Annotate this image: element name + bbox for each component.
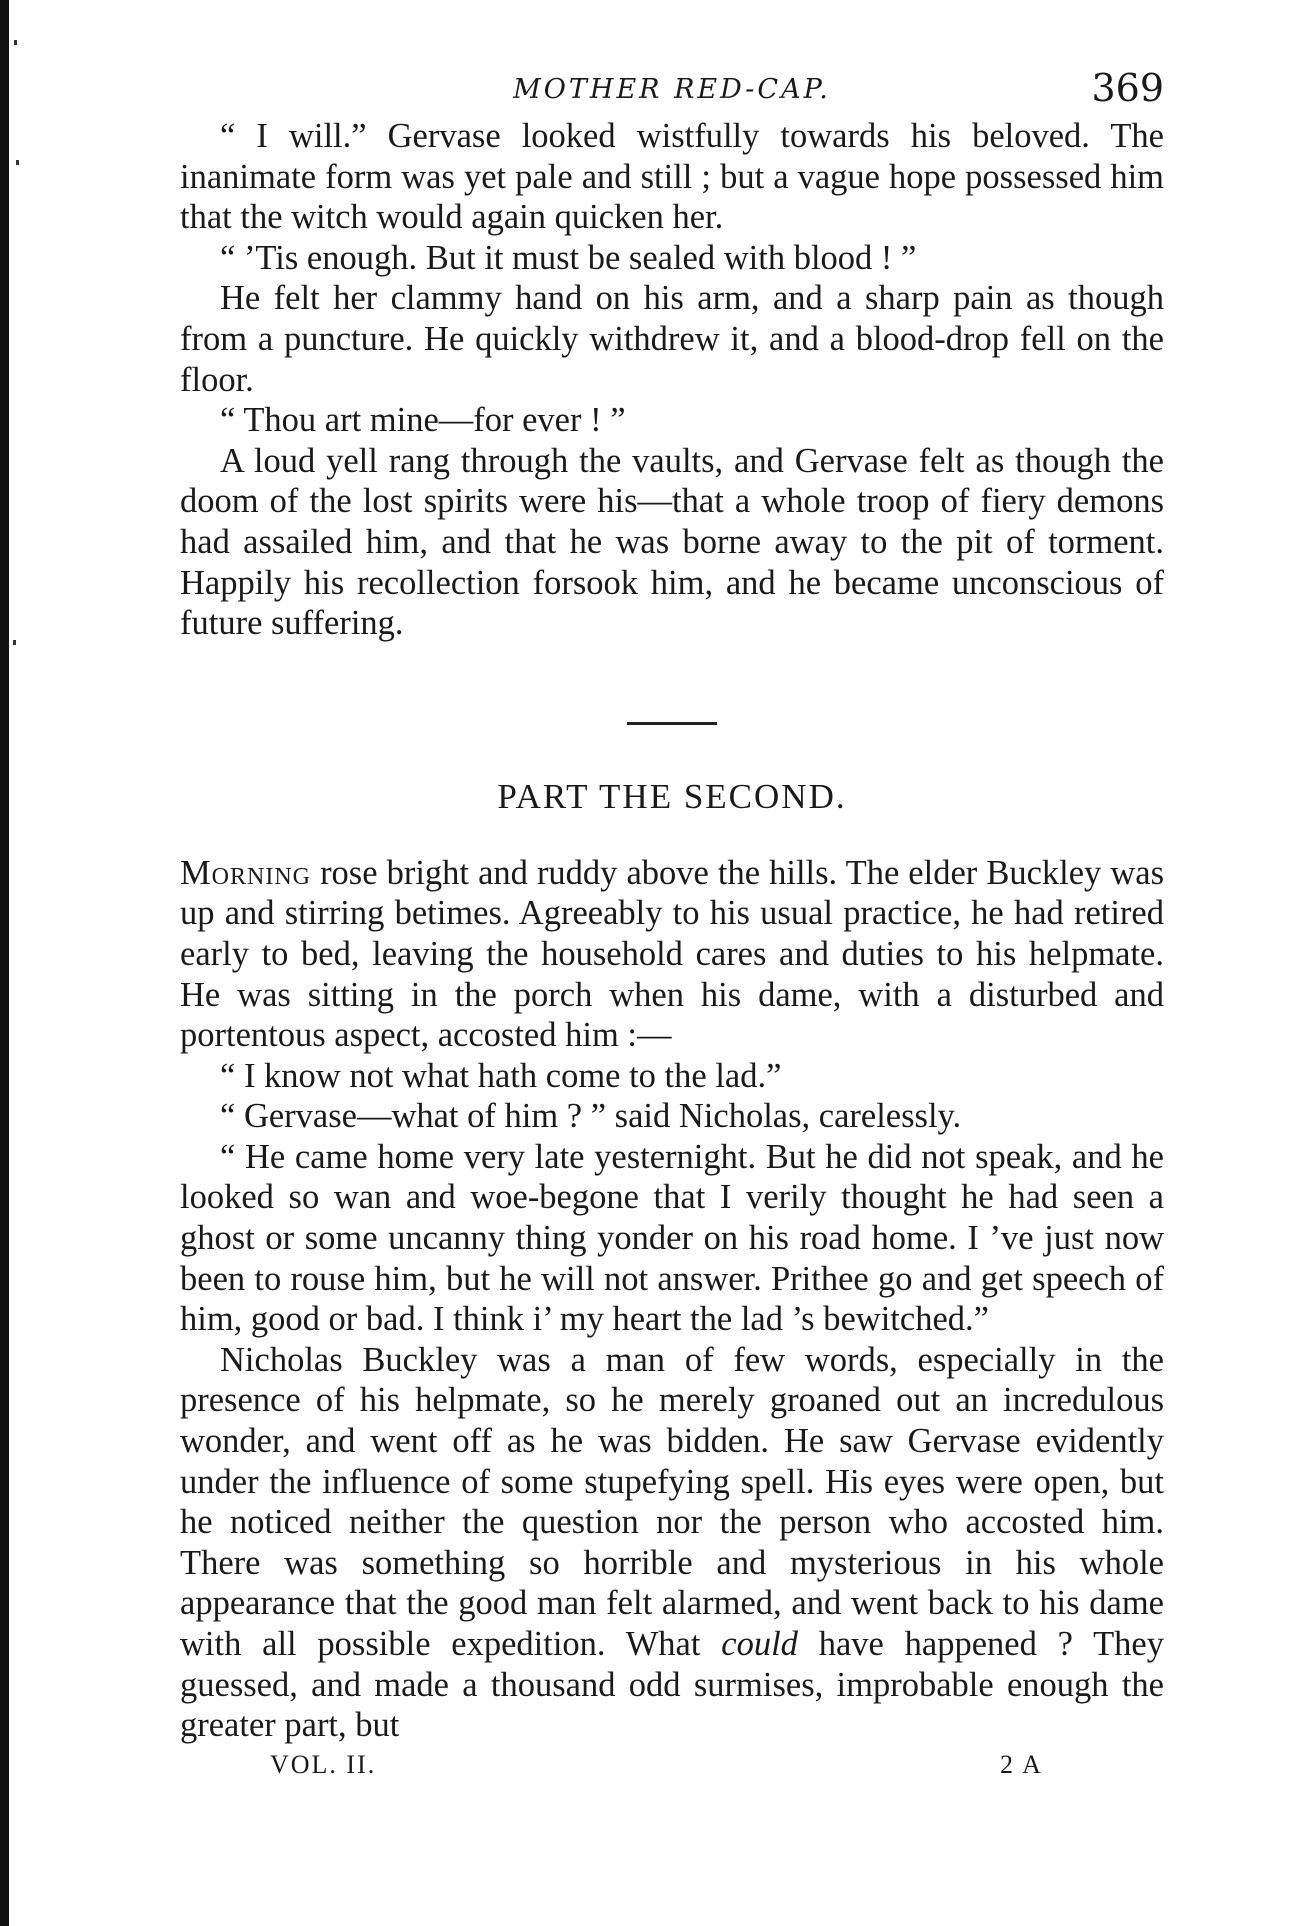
book-page xyxy=(180,56,1164,1790)
section-divider xyxy=(627,722,717,725)
paragraph: “ ’Tis enough. But it must be sealed with blood ! ” xyxy=(220,238,917,277)
page-footer xyxy=(180,1750,1164,1790)
paragraph: “ I will.” Gervase looked wistfully towards his beloved. The inanimate form was yet pale and still ; but a vague hope possessed him that the witch would again quicken her. xyxy=(180,117,1164,237)
binding-edge xyxy=(0,0,9,1926)
signature-mark: 2 A xyxy=(1000,1749,1043,1779)
opening-word: Morning xyxy=(180,853,312,892)
paragraph: “ I know not what hath come to the lad.” xyxy=(220,1056,782,1095)
binding-speck xyxy=(13,640,16,645)
part-two-text xyxy=(180,853,1164,1746)
opening-text: rose bright and ruddy above the hills. The elder Buckley was up and stirring betimes. Agreeably to his usual practice, he had retired early to bed, leaving the household cares and duties to his helpmate. He was sitting in the porch when his dame, with a disturbed and portentous aspect, accosted him :— xyxy=(180,853,1164,1055)
opening-paragraph xyxy=(180,853,1164,1056)
binding-speck xyxy=(16,160,19,165)
text-run: Nicholas Buckley was a man of few words, especially in the presence of his helpmate, so he merely groaned out an incredulous wonder, and went off as he was bidden. He saw Gervase evidently under the influence of some stupefying spell. His eyes were open, but he noticed neither the question nor the person who accosted him. There was something so horrible and mysterious in his whole appearance that the good man felt alarmed, and went back to his dame with all possible expedition. What xyxy=(180,1340,1164,1663)
section-heading: PART THE SECOND. xyxy=(497,776,847,816)
volume-label: VOL. II. xyxy=(270,1749,377,1779)
part-one-text xyxy=(180,116,1164,644)
paragraph: He felt her clammy hand on his arm, and a sharp pain as though from a puncture. He quickly withdrew it, and a blood-drop fell on the floor. xyxy=(180,279,1164,399)
paragraph: “ He came home very late yesternight. But he did not speak, and he looked so wan and woe-begone that I verily thought he had seen a ghost or some uncanny thing yonder on his road home. I ’ve just now been to rouse him, but he will not answer. Prithee go and get speech of him, good or bad. I think i’ my heart the lad ’s bewitched.” xyxy=(180,1137,1164,1339)
paragraph xyxy=(180,1340,1164,1746)
binding-speck xyxy=(14,40,17,45)
paragraph: “ Gervase—what of him ? ” said Nicholas, carelessly. xyxy=(220,1097,962,1136)
page-number: 369 xyxy=(1091,66,1164,110)
paragraph: “ Thou art mine—for ever ! ” xyxy=(220,401,626,440)
paragraph: A loud yell rang through the vaults, and Gervase felt as though the doom of the lost spirits were his—that a whole troop of fiery demons had assailed him, and that he was borne away to the pit of torment. Happily his recollection forsook him, and he became unconscious of future suffering. xyxy=(180,441,1164,643)
running-title: MOTHER RED-CAP. xyxy=(513,74,831,105)
text-run: have happened ? They guessed, and made a thousand odd surmises, improbable enough the greater part, but xyxy=(180,1625,1164,1745)
italic-word: could xyxy=(721,1625,798,1663)
running-head xyxy=(180,56,1164,116)
